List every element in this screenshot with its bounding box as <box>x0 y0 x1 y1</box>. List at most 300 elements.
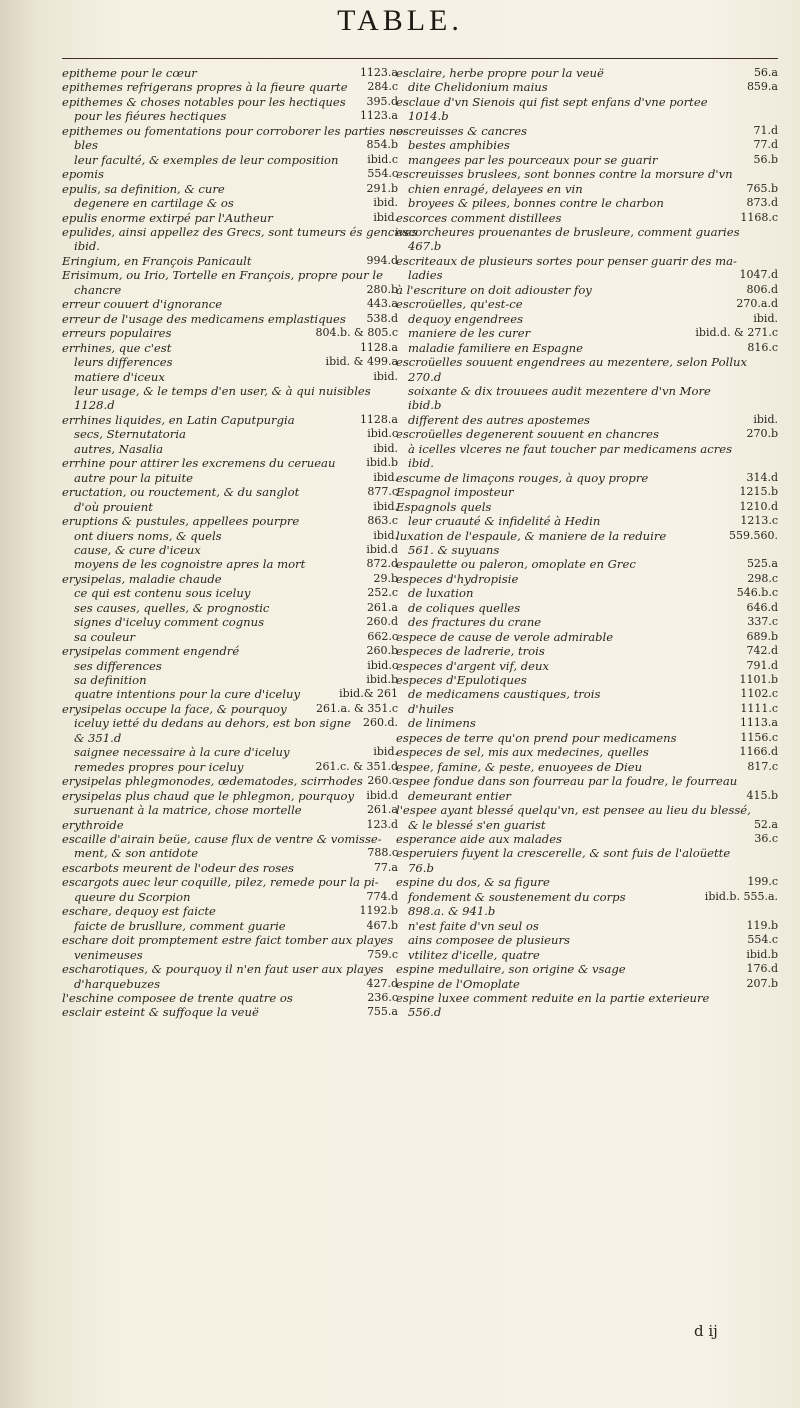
index-entry <box>396 413 778 427</box>
entry-reference: 1213.c <box>740 514 778 528</box>
index-entry <box>62 153 398 167</box>
entry-reference: ibid. <box>373 745 398 759</box>
index-entry <box>396 601 778 615</box>
index-entry <box>62 803 398 817</box>
index-entry <box>62 384 398 398</box>
entry-text: & 351.d <box>74 730 122 745</box>
entry-text: epitheme pour le cœur <box>62 66 197 80</box>
index-entry <box>62 95 398 109</box>
entry-text: sa couleur <box>74 629 136 644</box>
index-entry <box>396 586 778 600</box>
entry-reference: 1101.b <box>739 673 778 687</box>
entry-text: Espagnol imposteur <box>396 485 514 500</box>
entry-reference: 765.b <box>746 181 778 195</box>
entry-reference: ibid. <box>373 196 398 210</box>
entry-text: secs, Sternutatoria <box>74 427 186 442</box>
index-entry <box>62 601 398 615</box>
index-entry <box>62 471 398 485</box>
index-entry <box>396 442 778 456</box>
entry-text: & le blessé s'en guarist <box>408 817 546 832</box>
index-entry <box>62 514 398 528</box>
index-entry <box>62 224 418 239</box>
entry-text: espece de cause de verole admirable <box>396 629 614 644</box>
entry-text: 561. & suyuans <box>408 542 500 557</box>
entry-reference: 199.c <box>747 875 778 889</box>
index-entry <box>396 500 778 514</box>
index-entry <box>62 644 398 658</box>
entry-text: especes d'argent vif, deux <box>396 658 550 673</box>
entry-reference: 77.a <box>373 860 398 874</box>
entry-reference: 804.b. & 805.c <box>315 326 398 340</box>
entry-text: signes d'iceluy comment cognus <box>74 615 265 630</box>
entry-text: espine du dos, & sa figure <box>396 875 550 890</box>
index-entry <box>396 803 778 817</box>
entry-text: degenere en cartilage & os <box>74 196 234 211</box>
index-entry <box>62 80 398 94</box>
index-entry <box>396 66 778 80</box>
entry-text: de coliques quelles <box>408 600 521 615</box>
entry-text: suruenant à la matrice, chose mortelle <box>74 803 302 818</box>
index-entry <box>62 485 398 499</box>
index-entry <box>62 962 398 976</box>
entry-text: Espagnols quels <box>396 499 492 514</box>
entry-text: d'harquebuzes <box>74 976 161 991</box>
index-entry <box>396 861 778 875</box>
index-entry <box>396 268 778 282</box>
index-entry <box>62 66 398 80</box>
entry-text: ibid. <box>74 239 100 254</box>
index-entry <box>62 268 398 282</box>
entry-text: epithemes refrigerans propres à la fieure quarte <box>62 80 348 95</box>
index-entry <box>396 211 778 225</box>
entry-text: esclair esteint & suffoque la veuë <box>62 1005 259 1020</box>
index-entry <box>62 370 398 384</box>
entry-reference: 791.d <box>746 658 778 672</box>
entry-text: espee fondue dans son fourreau par la foudre, le fourreau <box>396 774 738 789</box>
index-entry <box>62 731 398 745</box>
index-entry <box>396 904 778 918</box>
index-entry <box>396 890 778 904</box>
entry-reference: ibid.b. 555.a. <box>704 889 778 903</box>
entry-reference: 291.b <box>366 181 398 195</box>
entry-text: de medicamens caustiques, trois <box>408 687 601 702</box>
index-entry <box>396 398 778 412</box>
index-entry <box>62 283 398 297</box>
entry-text: eructation, ou rouctement, & du sanglot <box>62 485 300 500</box>
index-entry <box>62 774 398 788</box>
index-entry <box>62 138 398 152</box>
entry-text: escroüelles, qu'est-ce <box>396 297 523 312</box>
entry-reference: ibid. <box>373 441 398 455</box>
entry-reference: ibid.c <box>367 152 398 166</box>
entry-text: maniere de les curer <box>408 326 531 341</box>
index-entry <box>396 774 778 788</box>
entry-reference: 689.b <box>746 629 778 643</box>
entry-text: erysipelas occupe la face, & pourquoy <box>62 701 287 716</box>
index-entry <box>62 211 398 225</box>
index-entry <box>62 109 398 123</box>
index-entry <box>62 355 398 369</box>
index-entry <box>396 254 778 268</box>
index-column-right <box>396 66 778 1020</box>
page-header <box>0 4 800 60</box>
index-entry <box>62 543 398 557</box>
entry-reference: ibid.b <box>366 456 398 470</box>
index-entry <box>396 659 778 673</box>
entry-reference: ibid.b <box>366 673 398 687</box>
entry-reference: 1102.c <box>740 687 778 701</box>
entry-text: leur cruauté & infidelité à Hedin <box>408 514 601 529</box>
index-entry <box>396 991 778 1005</box>
index-entry <box>396 312 778 326</box>
entry-reference: 1123.a <box>359 109 398 123</box>
entry-text: soixante & dix trouuees audit mezentere d'vn More <box>408 383 711 398</box>
entry-reference: 1123.a <box>359 66 398 79</box>
entry-text: ains composee de plusieurs <box>408 933 570 948</box>
entry-text: escorcheures prouenantes de brusleure, comment guaries <box>396 224 740 239</box>
index-entry <box>62 427 398 441</box>
entry-text: moyens de les cognoistre apres la mort <box>74 557 306 572</box>
entry-text: erysipelas comment engendré <box>62 644 240 659</box>
entry-text: epulis, sa definition, & cure <box>62 181 225 196</box>
entry-reference: 415.b <box>746 788 778 802</box>
entry-text: escume de limaçons rouges, à quoy propre <box>396 470 649 485</box>
entry-reference: ibid. <box>373 470 398 484</box>
entry-text: eschare, dequoy est faicte <box>62 904 216 919</box>
index-entry <box>62 789 398 803</box>
index-entry <box>62 456 398 470</box>
index-entry <box>62 745 398 759</box>
index-entry <box>62 413 398 427</box>
index-entry <box>396 196 778 210</box>
entry-text: epulis enorme extirpé par l'Autheur <box>62 210 273 225</box>
entry-reference: 538.d <box>366 311 398 325</box>
entry-reference: ibid. <box>373 369 398 383</box>
index-entry <box>62 832 398 846</box>
index-entry <box>396 543 778 557</box>
entry-text: 467.b <box>408 239 442 254</box>
index-entry <box>396 80 778 94</box>
entry-text: chien enragé, delayees en vin <box>408 181 583 196</box>
entry-text: espaulette ou paleron, omoplate en Grec <box>396 557 636 572</box>
index-entry <box>396 283 778 297</box>
entry-text: erythroide <box>62 817 124 832</box>
entry-text: à l'escriture on doit adiouster foy <box>396 282 592 297</box>
entry-reference: 1128.a <box>359 340 398 354</box>
entry-text: d'huiles <box>408 701 454 716</box>
entry-text: 270.d <box>408 369 442 384</box>
entry-reference: 123.d <box>366 817 398 831</box>
entry-reference: 759.c <box>367 947 398 961</box>
entry-reference: 395.d <box>366 94 398 108</box>
entry-text: ibid.b <box>408 398 442 413</box>
entry-text: de linimens <box>408 716 476 731</box>
entry-text: de luxation <box>408 586 474 601</box>
entry-text: erysipelas plus chaud que le phlegmon, pourquoy <box>62 788 355 803</box>
entry-text: especes d'hydropisie <box>396 571 519 586</box>
index-entry <box>396 644 778 658</box>
index-entry <box>396 933 778 947</box>
entry-text: iceluy ietté du dedans au dehors, est bon signe <box>74 716 351 731</box>
index-entry <box>62 977 398 991</box>
entry-text: 1128.d <box>74 398 115 413</box>
entry-text: saignee necessaire à la cure d'iceluy <box>74 745 290 760</box>
index-entry <box>62 659 398 673</box>
entry-reference: 467.b <box>366 918 398 932</box>
header-rule <box>62 58 778 59</box>
entry-text: erreur couuert d'ignorance <box>62 297 223 312</box>
index-entry <box>396 167 778 181</box>
index-entry <box>396 471 778 485</box>
index-entry <box>396 341 778 355</box>
entry-text: ont diuers noms, & quels <box>74 528 222 543</box>
entry-reference: 1111.c <box>740 701 778 715</box>
index-entry <box>396 225 778 239</box>
entry-text: esperance aide aux malades <box>396 832 563 847</box>
index-entry <box>396 182 778 196</box>
entry-reference: 314.d <box>746 470 778 484</box>
entry-reference: 71.d <box>753 123 778 137</box>
page-title: TABLE. <box>337 4 463 37</box>
entry-text: l'espee ayant blessé quelqu'vn, est pensee au lieu du blessé, <box>396 803 751 818</box>
entry-reference: 872.d <box>366 557 398 571</box>
entry-text: d'où prouient <box>74 499 153 514</box>
entry-text: esperuiers fuyent la crescerelle, & sont fuis de l'aloüette <box>396 846 731 861</box>
entry-text: escharotiques, & pourquoy il n'en faut user aux playes <box>62 962 384 977</box>
entry-reference: 1113.a <box>739 716 778 730</box>
index-entry <box>396 615 778 629</box>
index-entry <box>396 818 778 832</box>
index-entry <box>62 919 398 933</box>
entry-reference: 662.c <box>367 629 398 643</box>
index-entry <box>396 572 778 586</box>
entry-reference: 816.c <box>747 340 778 354</box>
entry-text: escargots auec leur coquille, pilez, remede pour la pi- <box>62 875 379 890</box>
index-entry <box>396 95 778 109</box>
entry-reference: 77.d <box>753 138 778 152</box>
entry-text: espine luxee comment reduite en la partie exterieure <box>396 991 710 1005</box>
entry-reference: 270.b <box>746 427 778 441</box>
index-entry <box>62 442 398 456</box>
entry-reference: 554.c <box>367 167 398 181</box>
entry-reference: ibid. & 499.a <box>325 355 398 369</box>
entry-text: erreur de l'usage des medicamens emplastiques <box>62 311 346 326</box>
index-entry <box>62 196 398 210</box>
entry-text: luxation de l'espaule, & maniere de la reduire <box>396 528 667 543</box>
entry-text: escreuisses bruslees, sont bonnes contre la morsure d'vn <box>396 167 733 182</box>
index-entry <box>62 586 398 600</box>
entry-text: different des autres apostemes <box>408 412 591 427</box>
index-entry <box>396 832 778 846</box>
entry-text: maladie familiere en Espagne <box>408 340 583 355</box>
entry-text: mangees par les pourceaux pour se guarir <box>408 152 658 167</box>
entry-reference: 1215.b <box>739 485 778 499</box>
entry-reference: 280.b <box>366 282 398 296</box>
entry-text: leur faculté, & exemples de leur composition <box>74 152 339 167</box>
entry-reference: ibid.& 261 <box>339 687 398 701</box>
entry-text: ladies <box>408 268 443 283</box>
index-entry <box>396 789 778 803</box>
entry-reference: 774.d <box>366 889 398 903</box>
index-entry <box>62 572 398 586</box>
entry-text: epulides, ainsi appellez des Grecs, sont tumeurs és gencives <box>62 224 418 239</box>
entry-text: l'eschine composee de trente quatre os <box>62 991 293 1005</box>
entry-text: epithemes ou fomentations pour corroborer les parties no- <box>62 123 408 138</box>
entry-text: vtilitez d'icelle, quatre <box>408 947 540 962</box>
entry-text: quatre intentions pour la cure d'iceluy <box>74 687 301 702</box>
index-entry <box>62 326 398 340</box>
index-entry <box>396 138 778 152</box>
entry-reference: 817.c <box>747 759 778 773</box>
entry-text: fondement & soustenement du corps <box>408 889 626 904</box>
entry-reference: 260.d <box>366 615 398 629</box>
entry-text: 76.b <box>408 860 434 875</box>
index-entry <box>62 890 398 904</box>
index-entry <box>396 687 778 701</box>
entry-reference: 261.a. & 351.c <box>316 701 398 715</box>
index-entry <box>62 341 398 355</box>
entry-text: erysipelas phlegmonodes, œdematodes, scirrhodes <box>62 774 363 789</box>
entry-text: escarbots meurent de l'odeur des roses <box>62 860 295 875</box>
entry-reference: ibid. <box>373 528 398 542</box>
index-entry <box>62 673 398 687</box>
entry-reference: 559.560. <box>729 528 778 542</box>
entry-text: bles <box>74 138 98 153</box>
index-entry <box>396 124 778 138</box>
index-entry <box>62 557 398 571</box>
index-entry <box>62 398 398 412</box>
entry-text: cause, & cure d'iceux <box>74 542 201 557</box>
entry-reference: 646.d <box>746 600 778 614</box>
entry-text: chancre <box>74 282 122 297</box>
entry-reference: 261.a <box>366 600 398 614</box>
entry-text: leurs differences <box>74 355 173 370</box>
index-entry <box>396 630 778 644</box>
entry-reference: 260.d. <box>362 716 398 730</box>
entry-text: leur usage, & le temps d'en user, & à qui nuisibles <box>74 383 371 398</box>
entry-reference: 1128.a <box>359 412 398 426</box>
index-entry <box>62 239 398 253</box>
index-entry <box>62 167 398 181</box>
entry-reference: 1210.d <box>739 499 778 513</box>
entry-text: broyees & pilees, bonnes contre le charbon <box>408 196 664 211</box>
entry-reference: 525.a <box>746 557 778 571</box>
entry-text: 898.a. & 941.b <box>408 904 496 919</box>
entry-text: escaille d'airain beüe, cause flux de ventre & vomisse- <box>62 832 382 847</box>
index-entry <box>396 239 778 253</box>
index-entry <box>396 485 778 499</box>
entry-text: faicte de brusllure, comment guarie <box>74 918 286 933</box>
entry-text: ment, & son antidote <box>74 846 199 861</box>
entry-reference: 554.c <box>747 933 778 947</box>
entry-reference: 1166.d <box>739 745 778 759</box>
entry-text: epomis <box>62 167 104 182</box>
index-entry <box>62 991 398 1005</box>
entry-reference: 298.c <box>747 571 778 585</box>
entry-text: escriteaux de plusieurs sortes pour penser guarir des ma- <box>396 253 737 268</box>
entry-reference: 260.c <box>367 774 398 788</box>
entry-text: espee, famine, & peste, enuoyees de Dieu <box>396 759 643 774</box>
entry-reference: 337.c <box>747 615 778 629</box>
index-entry <box>396 702 778 716</box>
index-entry <box>62 297 398 311</box>
index-entry <box>396 875 778 889</box>
entry-reference: ibid.c <box>367 427 398 441</box>
entry-text: Eringium, en François Panicault <box>62 253 252 268</box>
index-entry <box>62 630 398 644</box>
entry-text: esclaue d'vn Sienois qui fist sept enfans d'vne portee <box>396 94 708 109</box>
entry-text: à icelles vlceres ne faut toucher par medicamens acres <box>408 441 733 456</box>
entry-reference: 261.c. & 351.d <box>315 759 398 773</box>
entry-text: errhines liquides, en Latin Caputpurgia <box>62 412 295 427</box>
index-entry <box>396 716 778 730</box>
index-entry <box>62 760 398 774</box>
entry-text: queure du Scorpion <box>74 889 191 904</box>
entry-reference: 270.a.d <box>736 297 778 311</box>
index-column-left <box>62 66 418 1020</box>
entry-text: autre pour la pituite <box>74 470 194 485</box>
entry-text: escroüelles souuent engendrees au mezentere, selon Pollux <box>396 355 748 370</box>
catchword: d ij <box>694 1322 718 1340</box>
index-entry <box>62 933 398 947</box>
entry-reference: 994.d <box>366 253 398 267</box>
entry-text: 556.d <box>408 1005 442 1020</box>
entry-text: dite Chelidonium maius <box>408 80 548 95</box>
entry-reference: 742.d <box>746 644 778 658</box>
index-entry <box>396 153 778 167</box>
index-entry <box>62 875 398 889</box>
entry-reference: ibid. <box>373 499 398 513</box>
entry-text: Erisimum, ou Irio, Tortelle en François, propre pour le <box>62 268 383 283</box>
index-entry <box>396 760 778 774</box>
index-entry <box>62 846 398 860</box>
entry-reference: 877.c <box>367 485 398 499</box>
entry-text: ce qui est contenu sous iceluy <box>74 586 251 601</box>
index-entry <box>396 326 778 340</box>
entry-text: pour les fiéures hectiques <box>74 109 227 124</box>
index-entry <box>396 977 778 991</box>
index-entry <box>396 297 778 311</box>
entry-reference: 56.b <box>753 152 778 166</box>
index-entry <box>62 123 408 138</box>
entry-text: errhine pour attirer les excremens du cerueau <box>62 456 336 471</box>
index-entry <box>396 355 778 369</box>
entry-reference: ibid.d <box>366 542 398 556</box>
entry-reference: ibid.b <box>746 947 778 961</box>
index-entry <box>62 1005 398 1019</box>
index-entry <box>62 312 398 326</box>
index-entry <box>62 687 398 701</box>
entry-reference: 261.a <box>366 803 398 817</box>
entry-reference: 806.d <box>746 282 778 296</box>
entry-reference: 546.b.c <box>736 586 778 600</box>
index-entry <box>62 861 398 875</box>
entry-text: especes de terre qu'on prend pour medicamens <box>396 730 677 745</box>
entry-reference: 859.a <box>746 80 778 94</box>
entry-reference: 427.d <box>366 976 398 990</box>
index-entry <box>396 846 778 860</box>
entry-text: bestes amphibies <box>408 138 510 153</box>
entry-text: matiere d'iceux <box>74 369 165 384</box>
entry-reference: 873.d <box>746 196 778 210</box>
index-entry <box>62 948 398 962</box>
entry-reference: 56.a <box>753 66 778 79</box>
index-entry <box>396 529 778 543</box>
entry-reference: 1168.c <box>740 210 778 224</box>
entry-text: ibid. <box>408 456 434 471</box>
entry-reference: 119.b <box>746 918 778 932</box>
index-entry <box>396 673 778 687</box>
